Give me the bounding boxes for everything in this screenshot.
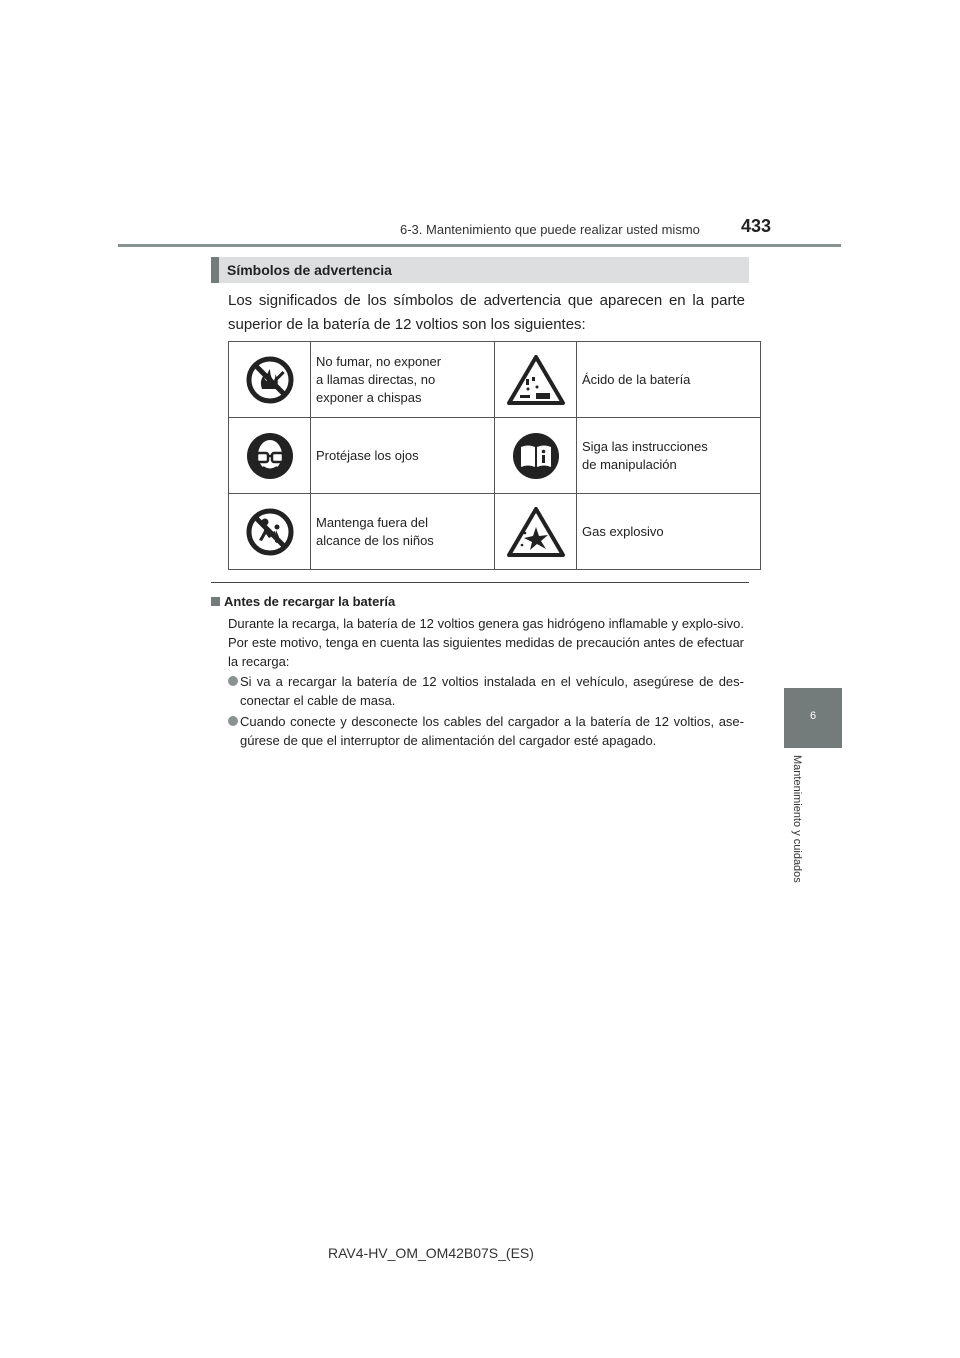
- chapter-label: Mantenimiento y cuidados: [791, 755, 803, 883]
- list-item: [228, 672, 744, 710]
- section-heading-bar: [211, 257, 219, 283]
- warning-symbols-table: [228, 341, 761, 570]
- list-item: [228, 712, 744, 750]
- chapter-tab: [784, 688, 842, 748]
- circle-bullet-icon: [228, 716, 238, 726]
- recharge-heading-text: Antes de recargar la batería: [224, 594, 396, 609]
- list-item-text: Si va a recargar la batería de 12 voltios instalada en el vehículo, asegúrese de des-conectar el cable de masa.: [240, 674, 744, 708]
- keep-away-children-icon: [229, 507, 310, 557]
- eye-protection-icon: [229, 431, 310, 481]
- page-number: 433: [741, 216, 772, 236]
- circle-bullet-icon: [228, 676, 238, 686]
- section-divider: [211, 582, 749, 583]
- table-row: [229, 342, 761, 418]
- explosive-gas-icon: [495, 505, 576, 559]
- square-bullet-icon: [211, 597, 220, 606]
- battery-acid-icon: [495, 353, 576, 407]
- document-code: RAV4-HV_OM_OM42B07S_(ES): [328, 1245, 534, 1261]
- symbol-label: No fumar, no exponer a llamas directas, no exponer a chispas: [311, 342, 495, 418]
- list-item-text: Cuando conecte y desconecte los cables del cargador a la batería de 12 voltios, ase-gúrese de que el interruptor de alimentación del cargador esté apagado.: [240, 714, 744, 748]
- intro-paragraph: Los significados de los símbolos de advertencia que aparecen en la parte superior de la batería de 12 voltios son los siguientes:: [228, 292, 745, 333]
- section-heading: [211, 257, 749, 283]
- no-fire-icon: [229, 355, 310, 405]
- header-section-title: 6-3. Mantenimiento que puede realizar usted mismo: [400, 222, 700, 237]
- chapter-number: 6: [809, 710, 817, 722]
- table-row: [229, 418, 761, 494]
- recharge-heading: [211, 594, 395, 609]
- symbol-label: Siga las instrucciones de manipulación: [577, 418, 761, 494]
- symbol-label: Gas explosivo: [577, 494, 761, 570]
- recharge-paragraph: Durante la recarga, la batería de 12 voltios genera gas hidrógeno inflamable y explo-sivo. Por este motivo, tenga en cuenta las siguientes medidas de precaución antes de efectuar la recarga:: [228, 616, 744, 669]
- manual-icon: [495, 431, 576, 481]
- header-rule: [118, 244, 841, 247]
- table-row: [229, 494, 761, 570]
- symbol-label: Protéjase los ojos: [311, 418, 495, 494]
- symbol-label: Mantenga fuera del alcance de los niños: [311, 494, 495, 570]
- symbol-label: Ácido de la batería: [577, 342, 761, 418]
- section-heading-text: Símbolos de advertencia: [227, 262, 392, 278]
